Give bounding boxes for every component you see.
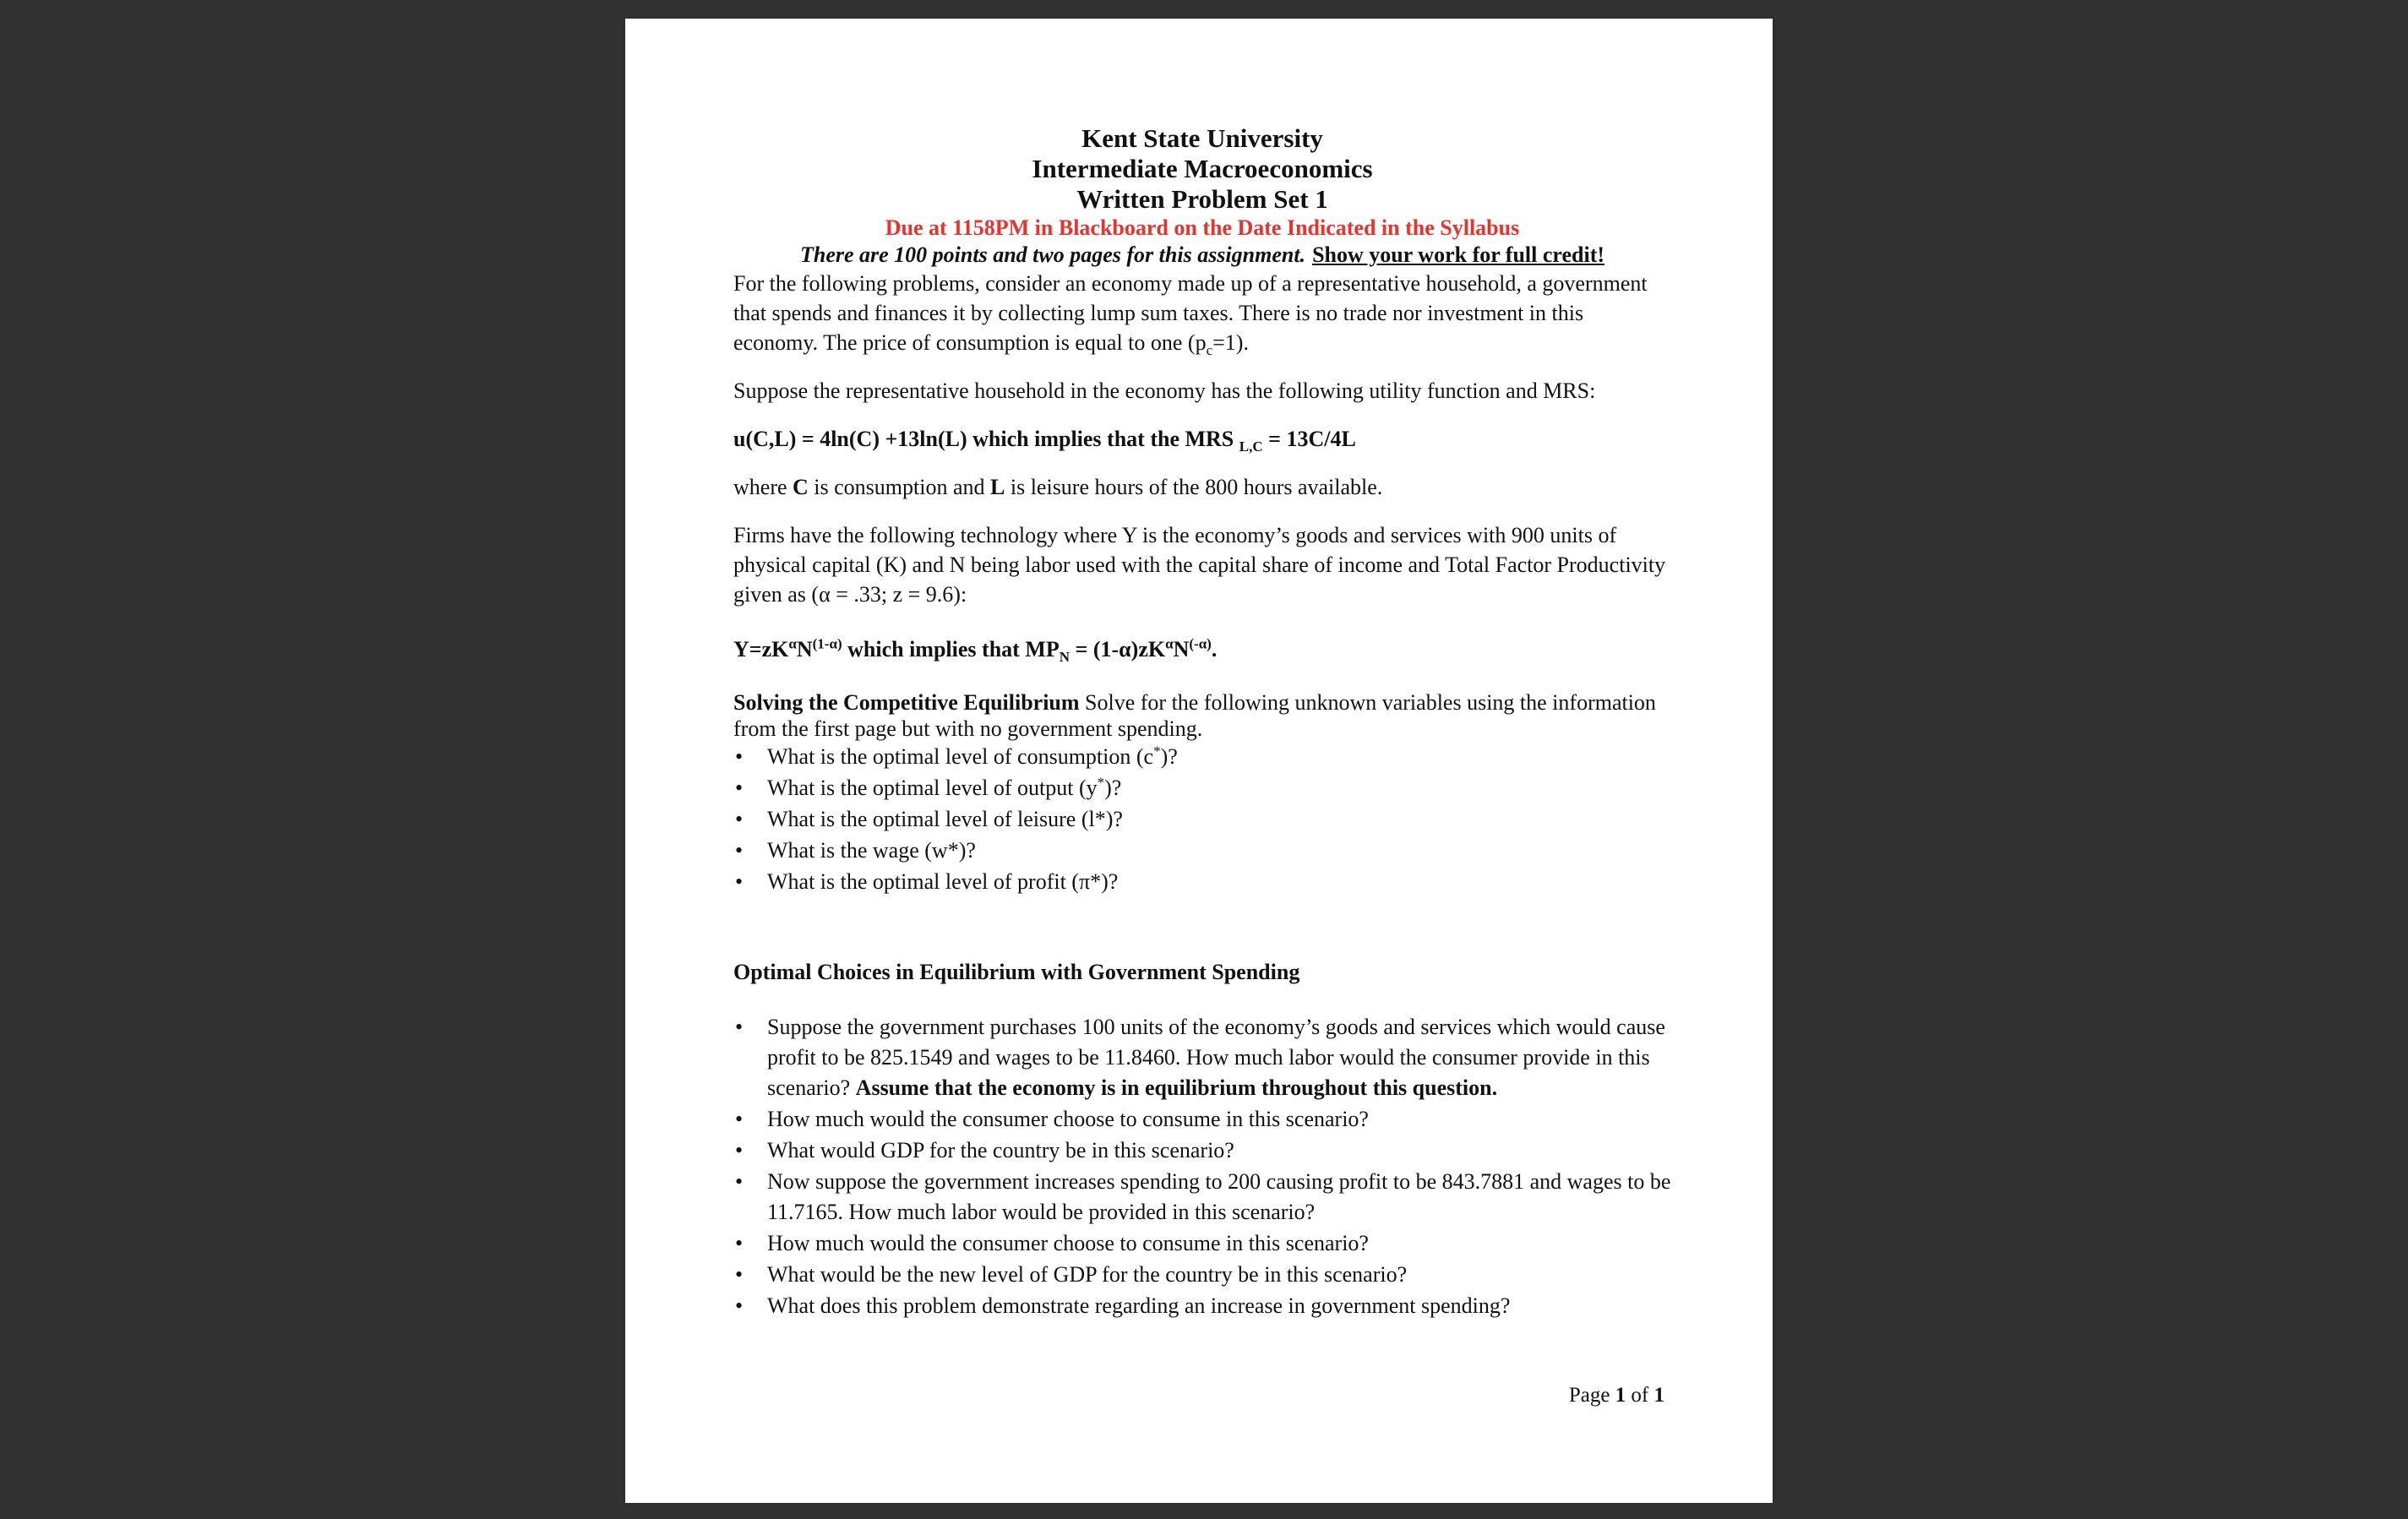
section1-heading: Solving the Competitive Equilibrium (733, 690, 1080, 715)
page-content (733, 123, 1671, 1322)
intro-tail: =1). (1212, 330, 1249, 355)
section2-heading: Optimal Choices in Equilibrium with Government Spending (733, 960, 1300, 984)
item-text: What is the optimal level of leisure (l*)? (767, 807, 1123, 831)
item-text: What is the optimal level of profit (π*)? (767, 869, 1119, 894)
item-text: What is the wage (w*)? (767, 838, 976, 863)
item-sup: * (1097, 774, 1105, 791)
item-bold: Assume that the economy is in equilibrium throughout this question. (855, 1075, 1498, 1100)
where-part-1: where (733, 475, 793, 499)
item-post: )? (1160, 744, 1178, 769)
item-text: Suppose the government purchases 100 units of the economy’s goods and services which would cause profit to be 825.1549 and wages to be 11.8460. How much labor would the consumer provide in this scenario? (767, 1015, 1665, 1100)
where-line (733, 472, 1671, 502)
item-text: What is the optimal level of consumption (c (767, 744, 1154, 769)
intro-text: For the following problems, consider an economy made up of a representative household, a government that spends and finances it by collecting lump sum taxes. There is no trade nor investment in this economy. The price of consumption is equal to one (p (733, 271, 1648, 355)
assignment-title: Written Problem Set 1 (1076, 184, 1328, 214)
page-word: Page (1568, 1384, 1615, 1407)
list-item (733, 742, 1671, 772)
pf-mid: which implies that MP (842, 637, 1060, 662)
intro-sub: c (1206, 342, 1213, 359)
item-post: )? (1104, 776, 1122, 800)
list-item (733, 836, 1671, 866)
pf-n2: N (1173, 637, 1190, 662)
section1-intro-text: Solve for the following unknown variables using the information from the first page but with no government spending. (733, 690, 1656, 741)
list-item (733, 867, 1671, 897)
section1-list (733, 742, 1671, 897)
pf-eq: = (1-α)zK (1070, 637, 1166, 662)
pf-end: . (1211, 637, 1218, 662)
course-title: Intermediate Macroeconomics (1032, 154, 1373, 183)
where-part-3: is leisure hours of the 800 hours available. (1005, 475, 1383, 499)
utility-formula-tail: = 13C/4L (1268, 427, 1356, 451)
page-current: 1 (1615, 1384, 1626, 1407)
pf-n: N (796, 637, 813, 662)
list-item: • Now suppose the government increases spending to 200 causing profit to be 843.7881 and wages to be 11.7165. How much labor would be provided in this scenario? (733, 1167, 1671, 1228)
list-item (733, 773, 1671, 803)
pf-sub: N (1059, 649, 1071, 666)
due-notice: Due at 1158PM in Blackboard on the Date Indicated in the Syllabus (885, 215, 1520, 240)
utility-lead: Suppose the representative household in the economy has the following utility function and MRS: (733, 378, 1596, 403)
page-total: 1 (1653, 1384, 1664, 1407)
of-word: of (1626, 1384, 1654, 1407)
points-notice (733, 242, 1671, 269)
list-item: • What would GDP for the country be in this scenario? (733, 1135, 1671, 1166)
page-number (1569, 1384, 1664, 1407)
pf-sup4: (-α) (1189, 635, 1212, 652)
item-text: What is the optimal level of output (y (767, 776, 1098, 800)
utility-formula-sub: L,C (1239, 438, 1263, 455)
utility-formula (733, 424, 1671, 454)
utility-formula-main: u(C,L) = 4ln(C) +13ln(L) which implies that the MRS (733, 427, 1234, 451)
item-sup: * (1153, 743, 1161, 760)
pf-sup3: α (1165, 635, 1174, 652)
document-page (625, 19, 1773, 1503)
list-item: • How much would the consumer choose to consume in this scenario? (733, 1228, 1671, 1259)
points-text: There are 100 points and two pages for this assignment. (799, 242, 1306, 267)
pf-y: Y=zK (733, 637, 789, 662)
list-item (733, 1012, 1671, 1103)
list-item: • What would be the new level of GDP for the country be in this scenario? (733, 1260, 1671, 1290)
show-work-text: Show your work for full credit! (1312, 242, 1605, 267)
section2-list (733, 1012, 1671, 1321)
intro-paragraph (733, 269, 1671, 357)
list-item: • What does this problem demonstrate regarding an increase in government spending? (733, 1291, 1671, 1321)
firms-paragraph: Firms have the following technology where Y is the economy’s goods and services with 900 units of physical capital (K) and N being labor used with the capital share of income and Total Factor Productivity given as (α = .33; z = 9.6): (733, 523, 1666, 607)
where-part-2: is consumption and (808, 475, 991, 499)
pf-sup1: α (788, 635, 797, 652)
section1-intro (733, 689, 1671, 742)
list-item: • How much would the consumer choose to consume in this scenario? (733, 1104, 1671, 1135)
where-c: C (793, 475, 809, 499)
university-title: Kent State University (1081, 123, 1323, 153)
where-l: L (990, 475, 1005, 499)
production-formula (733, 634, 1671, 664)
pf-sup2: (1-α) (812, 635, 842, 652)
list-item (733, 804, 1671, 835)
